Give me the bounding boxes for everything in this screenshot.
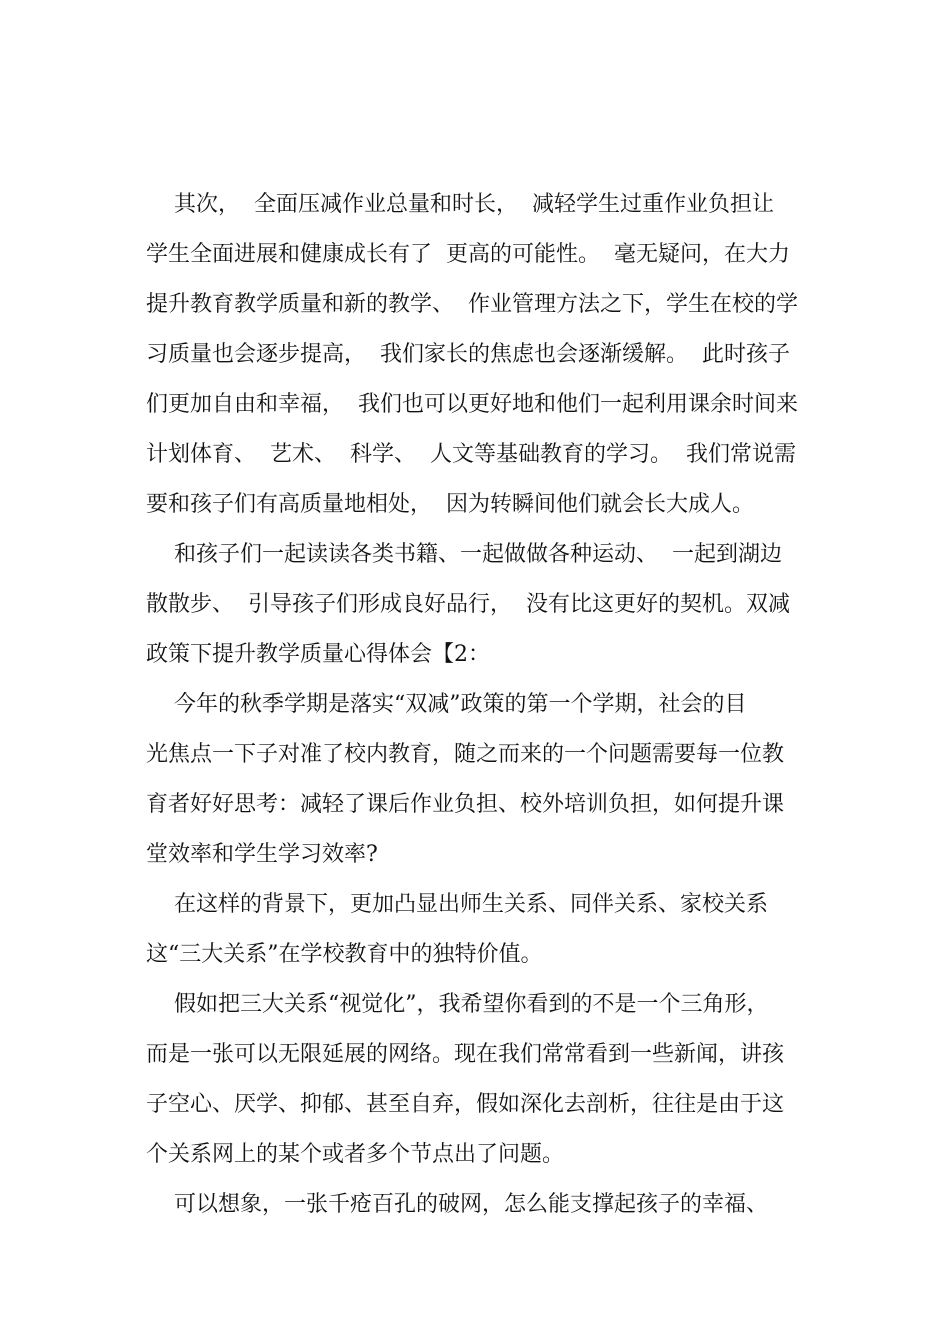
- text-line: 育者好好思考：减轻了课后作业负担、校外培训负担，如何提升课: [146, 792, 785, 817]
- text-line: 在这样的背景下，更加凸显出师生关系、同伴关系、家校关系: [146, 892, 768, 917]
- text-line: 和孩子们一起读读各类书籍、一起做做各种运动、 一起到湖边: [146, 542, 782, 567]
- text-line: 假如把三大关系“视觉化”，我希望你看到的不是一个三角形，: [146, 992, 769, 1017]
- text-line: 习质量也会逐步提高， 我们家长的焦虑也会逐渐缓解。 此时孩子: [146, 342, 790, 367]
- text-line: 子空心、厌学、抑郁、甚至自弃，假如深化去剖析，往往是由于这: [146, 1092, 785, 1117]
- text-line: 光焦点一下子对准了校内教育，随之而来的一个问题需要每一位教: [146, 742, 785, 767]
- text-line: 这“三大关系”在学校教育中的独特价值。: [146, 942, 543, 967]
- text-line: 要和孩子们有高质量地相处， 因为转瞬间他们就会长大成人。: [146, 492, 754, 517]
- text-line: 们更加自由和幸福， 我们也可以更好地和他们一起利用课余时间来: [146, 392, 798, 417]
- text-line: 散散步、 引导孩子们形成良好品行， 没有比这更好的契机。双减: [146, 592, 790, 617]
- text-line: 学生全面进展和健康成长有了 更高的可能性。 毫无疑问，在大力: [146, 242, 790, 267]
- text-line: 可以想象，一张千疮百孔的破网，怎么能支撑起孩子的幸福、: [146, 1192, 768, 1217]
- text-line: 提升教育教学质量和新的教学、 作业管理方法之下，学生在校的学: [146, 292, 798, 317]
- text-line: 个关系网上的某个或者多个节点出了问题。: [146, 1142, 565, 1167]
- body-text: [146, 180, 836, 1230]
- text-line: 今年的秋季学期是落实“双减”政策的第一个学期，社会的目: [146, 692, 747, 717]
- text-line: 而是一张可以无限延展的网络。现在我们常常看到一些新闻，讲孩: [146, 1042, 785, 1067]
- text-line: 其次， 全面压减作业总量和时长， 减轻学生过重作业负担让: [146, 192, 774, 217]
- text-line: 政策下提升教学质量心得体会【2：: [146, 642, 490, 667]
- text-line: 计划体育、 艺术、 科学、 人文等基础教育的学习。 我们常说需: [146, 442, 796, 467]
- text-line: 堂效率和学生学习效率?: [146, 842, 378, 867]
